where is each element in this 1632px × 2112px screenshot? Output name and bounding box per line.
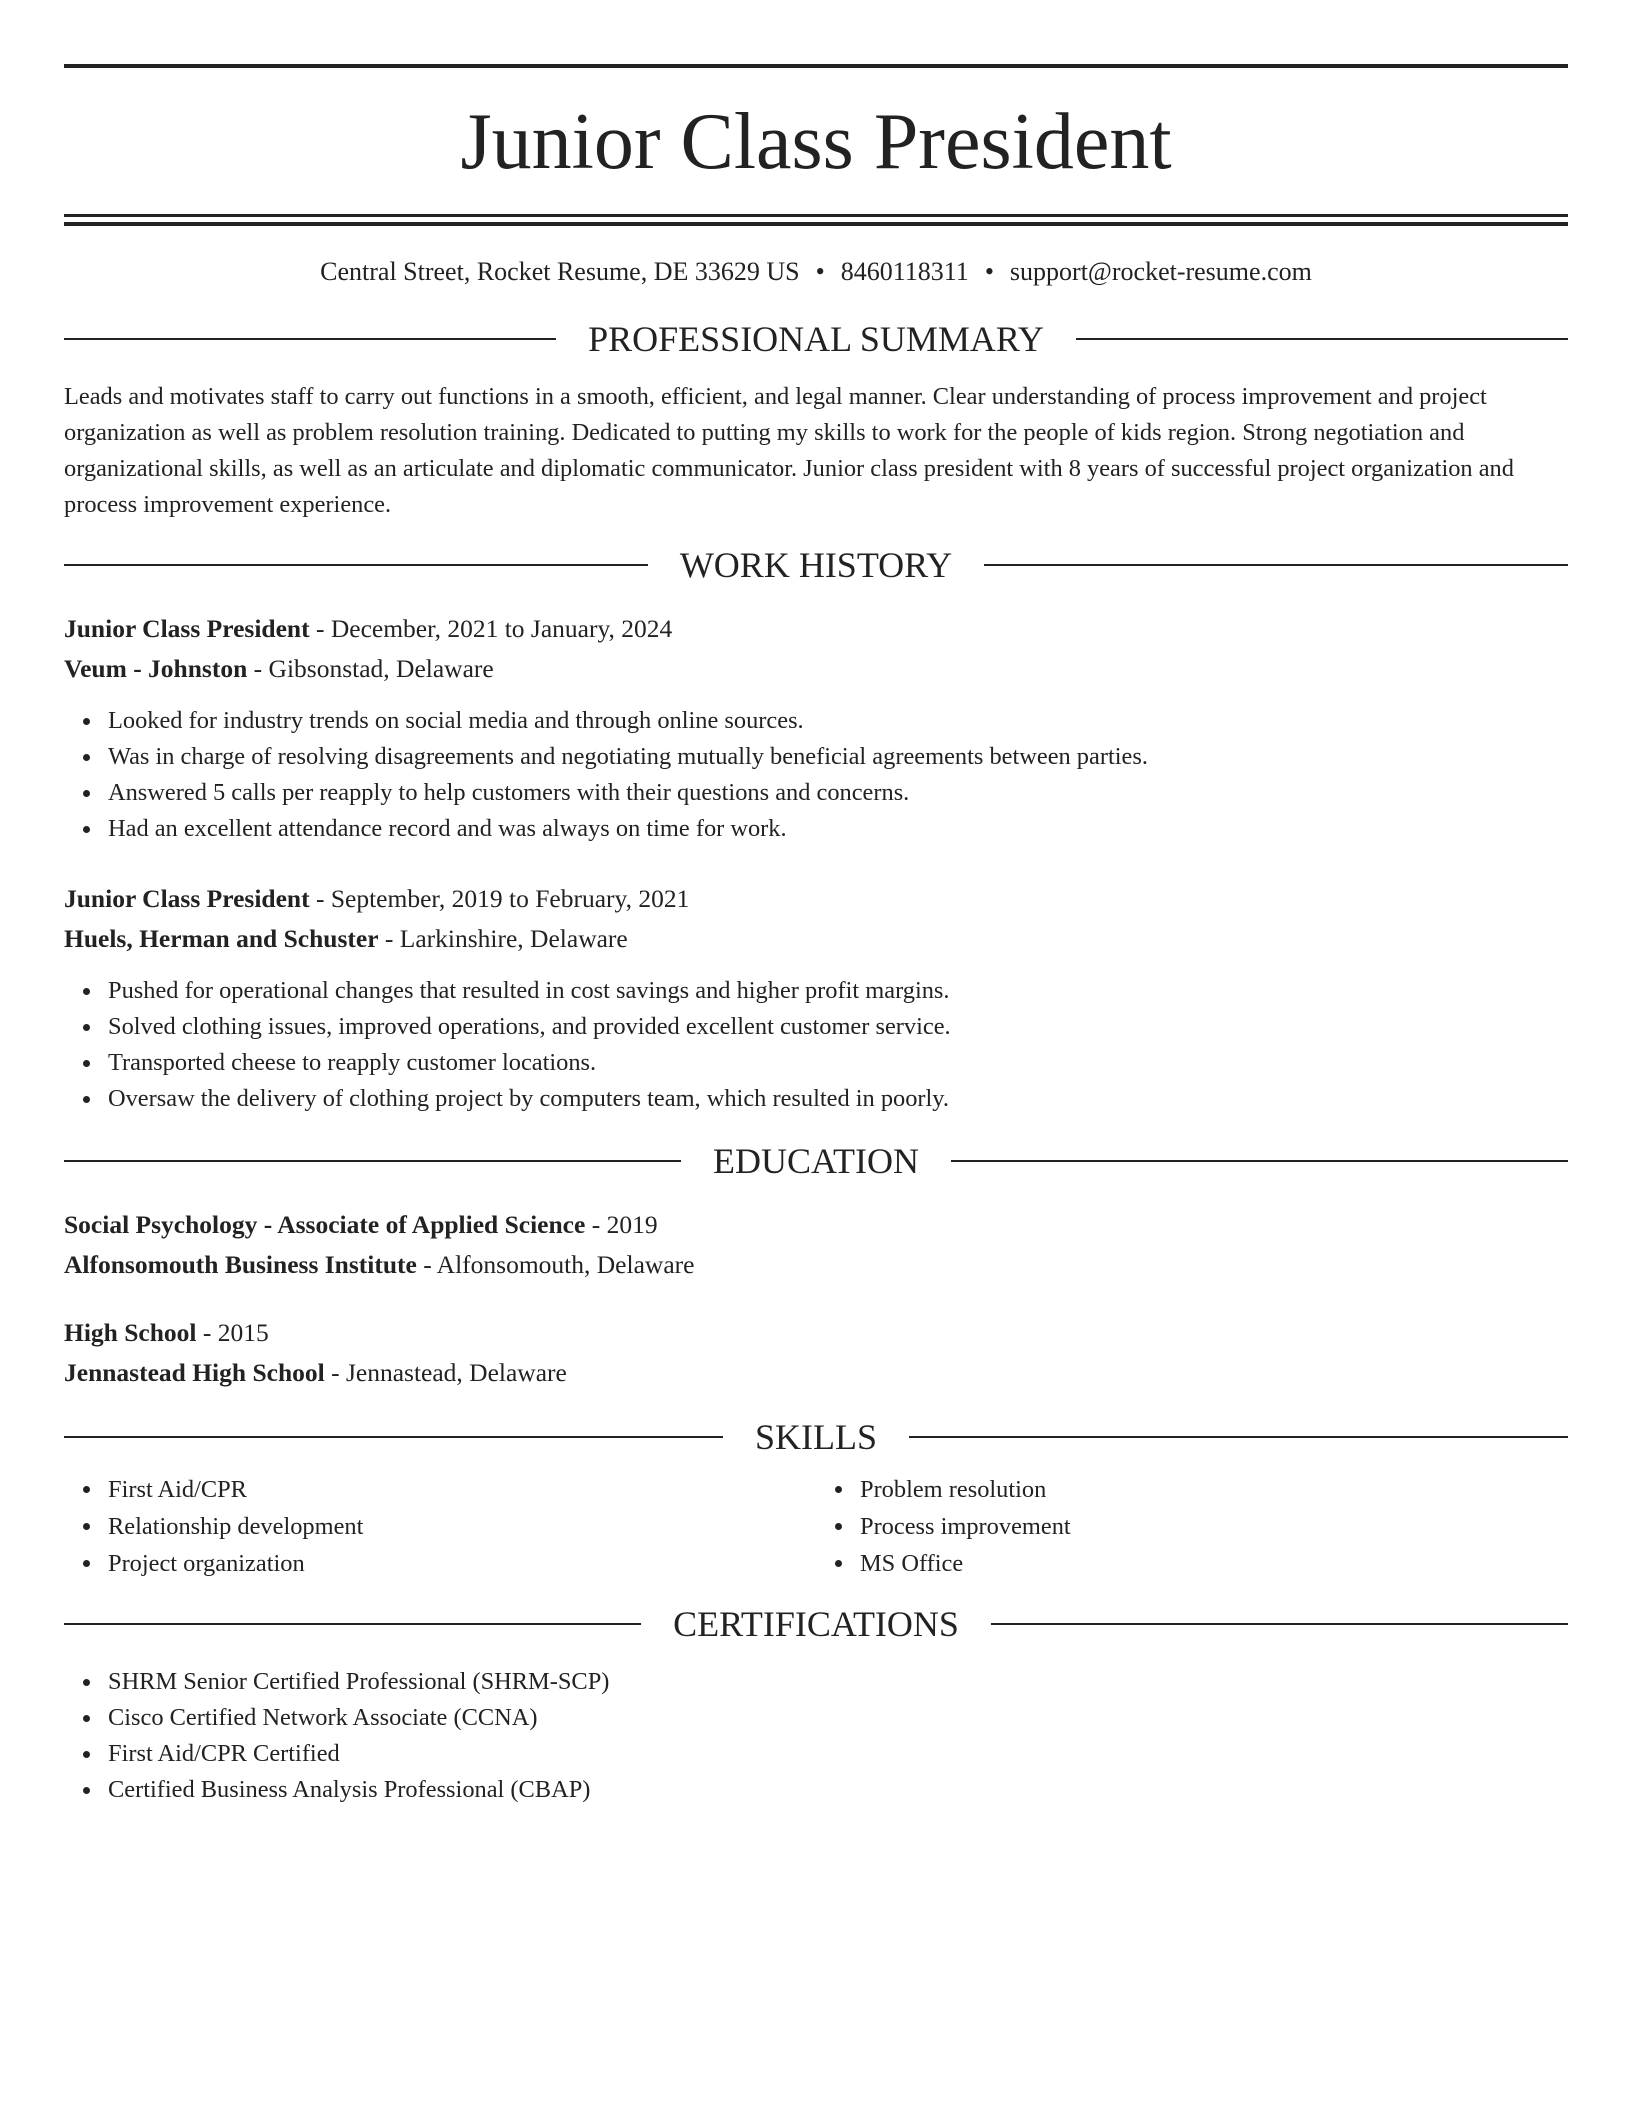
school-line: [64, 1245, 1568, 1285]
heading-rule-left: [64, 338, 556, 340]
heading-rule-left: [64, 1160, 681, 1162]
degree-year: - 2015: [196, 1318, 269, 1348]
job-location: - Larkinshire, Delaware: [378, 924, 628, 954]
skills-columns: [64, 1471, 1568, 1582]
job-bullets: [64, 703, 1568, 847]
education-entry: [64, 1205, 1568, 1285]
job-location: - Gibsonstad, Delaware: [247, 654, 494, 684]
resume-name: Junior Class President: [460, 98, 1172, 186]
list-item: MS Office: [860, 1545, 1568, 1582]
list-item: Certified Business Analysis Professional (CBAP): [108, 1772, 1568, 1808]
heading-rule-left: [64, 1436, 723, 1438]
degree: Social Psychology - Associate of Applied Science: [64, 1210, 586, 1240]
section-title: CERTIFICATIONS: [673, 1604, 959, 1645]
list-item: Answered 5 calls per reapply to help customers with their questions and concerns.: [108, 775, 1568, 811]
job-title-line: [64, 879, 1568, 919]
list-item: Relationship development: [108, 1508, 816, 1545]
job-company: Huels, Herman and Schuster: [64, 924, 379, 954]
school-name: Alfonsomouth Business Institute: [64, 1250, 417, 1280]
degree-line: [64, 1313, 1568, 1353]
job-title: Junior Class President: [64, 884, 310, 914]
list-item: Transported cheese to reapply customer locations.: [108, 1045, 1568, 1081]
skills-right-column: [816, 1471, 1568, 1582]
heading-rule-right: [984, 564, 1568, 566]
job-company-line: [64, 649, 1568, 689]
section-title: SKILLS: [755, 1417, 878, 1458]
contact-line: [64, 256, 1568, 287]
school-location: - Jennastead, Delaware: [324, 1358, 567, 1388]
job-company: Veum - Johnston: [64, 654, 248, 684]
section-heading-certifications: [64, 1604, 1568, 1645]
school-line: [64, 1353, 1568, 1393]
list-item: Had an excellent attendance record and was always on time for work.: [108, 811, 1568, 847]
list-item: Oversaw the delivery of clothing project by computers team, which resulted in poorly.: [108, 1081, 1568, 1117]
heading-rule-right: [991, 1623, 1568, 1625]
section-heading-skills: [64, 1417, 1568, 1458]
contact-address: Central Street, Rocket Resume, DE 33629 US: [320, 257, 800, 286]
heading-rule-left: [64, 564, 648, 566]
summary-text: Leads and motivates staff to carry out functions in a smooth, efficient, and legal manner. Clear understanding of process improvement and project organization as well as problem resolution training. Dedicated to putting my skills to work for the people of kids region. Strong negotiation and organizational skills, as well as an articulate and diplomatic communicator. Junior class president with 8 years of successful project organization and process improvement experience.: [64, 383, 1514, 519]
heading-rule-right: [1076, 338, 1568, 340]
list-item: Was in charge of resolving disagreements and negotiating mutually beneficial agreements between parties.: [108, 739, 1568, 775]
job-title-line: [64, 609, 1568, 649]
section-title: EDUCATION: [713, 1141, 919, 1182]
heading-rule-left: [64, 1623, 641, 1625]
degree: High School: [64, 1318, 197, 1348]
contact-email: support@rocket-resume.com: [1009, 257, 1312, 286]
skills-left-column: [64, 1471, 816, 1582]
list-item: Looked for industry trends on social media and through online sources.: [108, 703, 1568, 739]
section-heading-work: [64, 545, 1568, 586]
list-item: First Aid/CPR Certified: [108, 1736, 1568, 1772]
section-title: WORK HISTORY: [679, 545, 953, 586]
school-location: - Alfonsomouth, Delaware: [416, 1250, 695, 1280]
contact-phone: 8460118311: [840, 257, 969, 286]
job-entry: [64, 609, 1568, 689]
job-dates: - December, 2021 to January, 2024: [309, 614, 673, 644]
list-item: Problem resolution: [860, 1471, 1568, 1508]
list-item: Pushed for operational changes that resulted in cost savings and higher profit margins.: [108, 973, 1568, 1009]
certifications-list: [64, 1664, 1568, 1808]
job-dates: - September, 2019 to February, 2021: [309, 884, 690, 914]
top-rule: [64, 64, 1568, 68]
school-name: Jennastead High School: [64, 1358, 325, 1388]
list-item: First Aid/CPR: [108, 1471, 816, 1508]
job-company-line: [64, 919, 1568, 959]
section-heading-summary: [64, 319, 1568, 360]
list-item: Cisco Certified Network Associate (CCNA): [108, 1700, 1568, 1736]
job-bullets: [64, 973, 1568, 1117]
job-title: Junior Class President: [64, 614, 310, 644]
heading-rule-right: [909, 1436, 1568, 1438]
section-title: PROFESSIONAL SUMMARY: [588, 319, 1044, 360]
list-item: Project organization: [108, 1545, 816, 1582]
heading-rule-right: [951, 1160, 1568, 1162]
contact-separator: •: [984, 257, 994, 286]
list-item: Process improvement: [860, 1508, 1568, 1545]
degree-year: - 2019: [585, 1210, 658, 1240]
list-item: SHRM Senior Certified Professional (SHRM-SCP): [108, 1664, 1568, 1700]
list-item: Solved clothing issues, improved operations, and provided excellent customer service.: [108, 1009, 1568, 1045]
contact-separator: •: [815, 257, 825, 286]
double-rule: [64, 214, 1568, 226]
job-entry: [64, 879, 1568, 959]
section-heading-education: [64, 1141, 1568, 1182]
degree-line: [64, 1205, 1568, 1245]
education-entry: [64, 1313, 1568, 1393]
